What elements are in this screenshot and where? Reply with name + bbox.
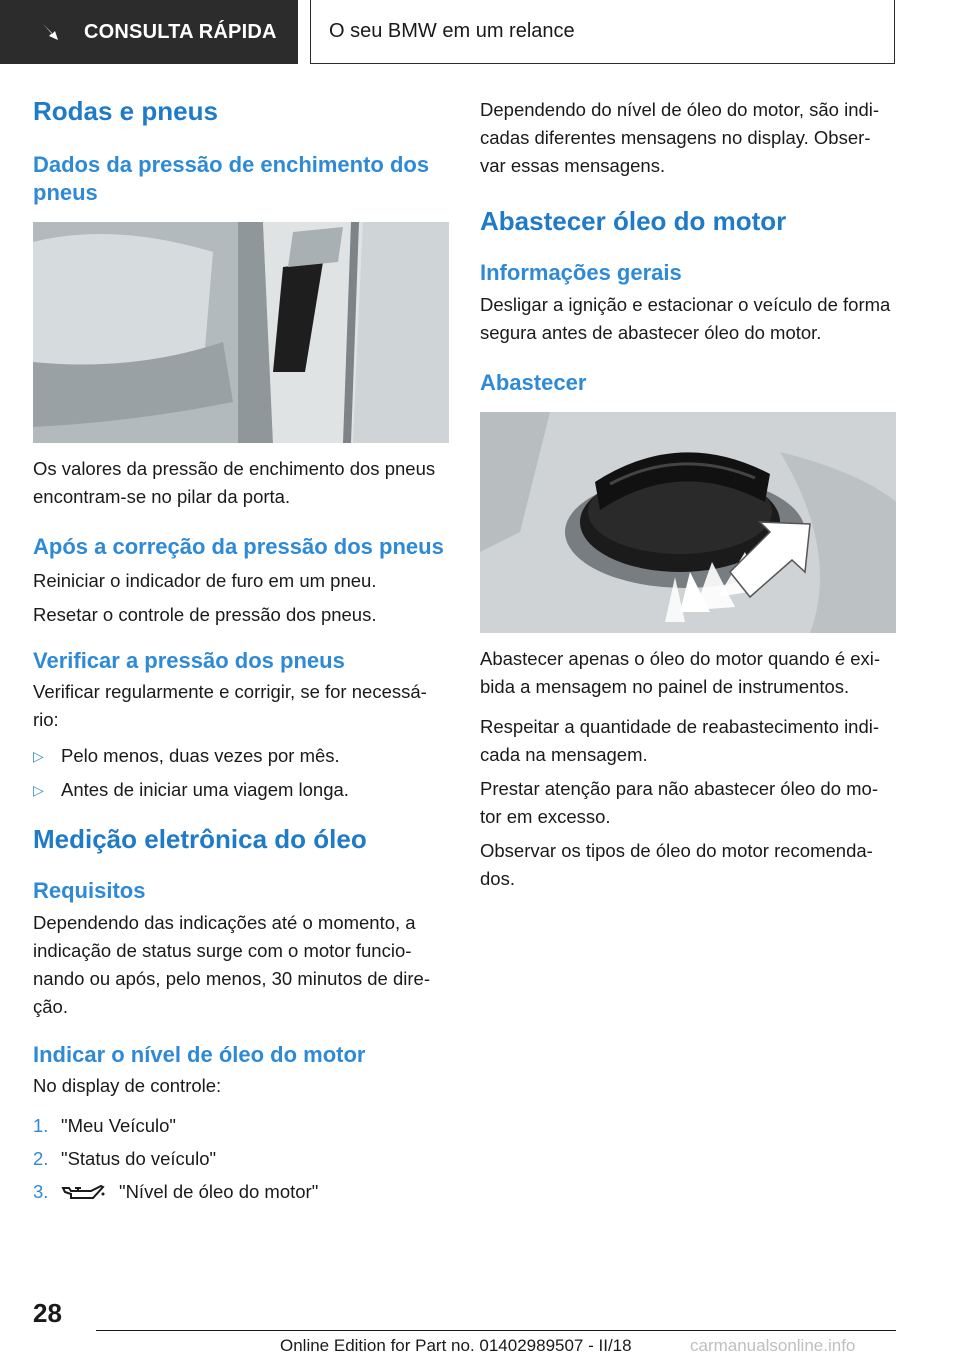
footer-divider [96, 1330, 896, 1331]
text-respeitar: Respeitar a quantidade de reabastecimento indi-cada na mensagem. [480, 716, 880, 766]
oil-cap-photo [480, 412, 896, 633]
text-prestar: Prestar atenção para não abastecer óleo do mo-tor em excesso. [480, 778, 878, 828]
text-reiniciar: Reiniciar o indicador de furo em um pneu. [33, 569, 377, 591]
left-column [33, 96, 449, 1211]
door-pillar-photo [33, 222, 449, 443]
text-abastecer-apenas: Abastecer apenas o óleo do motor quando é exi-bida a mensagem no painel de instrumentos. [480, 648, 881, 698]
heading-informacoes-gerais: Informações gerais [480, 260, 682, 286]
header-tab-label: CONSULTA RÁPIDA [84, 20, 277, 43]
footer-edition: Online Edition for Part no. 01402989507 - II/18 [280, 1336, 632, 1355]
bullet-list [33, 742, 449, 804]
steps-list [33, 1112, 449, 1206]
triangle-bullet-icon: ▷ [33, 782, 44, 799]
oil-can-icon [61, 1182, 105, 1202]
heading-dados-pressao: Dados da pressão de enchimento dos pneus [33, 152, 430, 205]
text-resetar: Resetar o controle de pressão dos pneus. [33, 603, 377, 625]
list-item: 1. "Meu Veículo" [33, 1115, 176, 1137]
oil-cap-illustration [480, 412, 896, 633]
page-number: 28 [33, 1298, 62, 1328]
heading-requisitos: Requisitos [33, 878, 146, 904]
text-display-controle: No display de controle: [33, 1075, 222, 1097]
header-title-box [310, 0, 895, 64]
text-dependendo-nivel: Dependendo do nível de óleo do motor, são indi-cadas diferentes mensagens no display. Obser-var essas mensagens. [480, 99, 880, 176]
heading-rodas-e-pneus: Rodas e pneus [33, 96, 218, 126]
list-item: 3. "Nível de óleo do motor" [33, 1181, 319, 1203]
text-observar: Observar os tipos de óleo do motor recomenda-dos. [480, 840, 873, 890]
heading-abastecer-oleo: Abastecer óleo do motor [480, 206, 787, 236]
door-pillar-illustration [33, 222, 449, 443]
list-item: ▷ Pelo menos, duas vezes por mês. [33, 742, 449, 770]
list-item: 2. "Status do veículo" [33, 1148, 217, 1170]
pointing-hand-icon [40, 21, 62, 43]
heading-medicao-oleo: Medição eletrônica do óleo [33, 824, 367, 855]
chapter-title: O seu BMW em um relance [329, 20, 575, 42]
watermark: carmanualsonline.info [690, 1336, 856, 1355]
heading-verificar-pressao: Verificar a pressão dos pneus [33, 647, 345, 673]
heading-abastecer: Abastecer [480, 369, 587, 395]
text-valores-pressao: Os valores da pressão de enchimento dos pneus encontram-se no pilar da porta. [33, 458, 436, 508]
right-column [480, 96, 896, 893]
list-item: ▷ Antes de iniciar uma viagem longa. [33, 776, 449, 804]
triangle-bullet-icon: ▷ [33, 748, 44, 765]
text-requisitos: Dependendo das indicações até o momento, a indicação de status surge com o motor funcio-nando ou após, pelo menos, 30 minutos de dire-ção. [33, 911, 430, 1017]
heading-apos-correcao: Após a correção da pressão dos pneus [33, 534, 444, 560]
text-verificar: Verificar regularmente e corrigir, se for necessá-rio: [33, 681, 427, 731]
text-desligar: Desligar a ignição e estacionar o veículo de forma segura antes de abastecer óleo do motor. [480, 293, 891, 343]
header-tab[interactable] [0, 0, 298, 64]
heading-indicar-nivel: Indicar o nível de óleo do motor [33, 1041, 366, 1067]
